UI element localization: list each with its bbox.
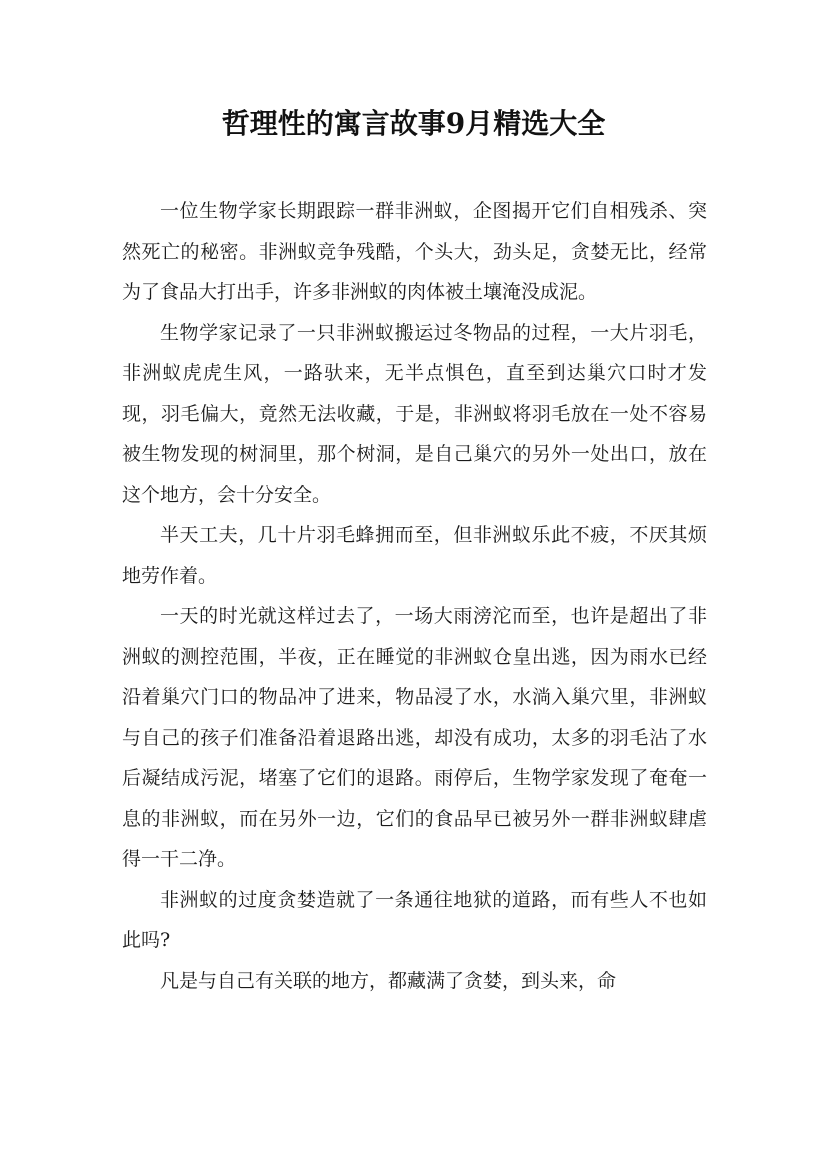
document-title: 哲理性的寓言故事9月精选大全 xyxy=(221,107,606,140)
paragraph: 非洲蚁的过度贪婪造就了一条通往地狱的道路，而有些人不也如此吗? xyxy=(122,888,707,951)
paragraph: 一天的时光就这样过去了，一场大雨滂沱而至，也许是超出了非洲蚁的测控范围，半夜，正在睡觉的非洲蚁仓皇出逃，因为雨水已经沿着巢穴门口的物品冲了进来，物品浸了水，水淌入巢穴里，非洲蚁与自己的孩子们准备沿着退路出逃，却没有成功，太多的羽毛沾了水后凝结成污泥，堵塞了它们的退路。雨停后，生物学家发现了奄奄一息的非洲蚁，而在另外一边，它们的食品早已被另外一群非洲蚁肆虐得一干二净。 xyxy=(122,605,707,870)
paragraph: 凡是与自己有关联的地方，都藏满了贪婪，到头来，命 xyxy=(160,969,617,992)
paragraph: 生物学家记录了一只非洲蚁搬运过冬物品的过程，一大片羽毛，非洲蚁虎虎生风，一路驮来，无半点惧色，直至到达巢穴口时才发现，羽毛偏大，竟然无法收藏，于是，非洲蚁将羽毛放在一处不容易被生物发现的树洞里，那个树洞，是自己巢穴的另外一处出口，放在这个地方，会十分安全。 xyxy=(122,321,707,506)
paragraph: 半天工夫，几十片羽毛蜂拥而至，但非洲蚁乐此不疲，不厌其烦地劳作着。 xyxy=(122,524,707,587)
document-body xyxy=(122,191,707,1001)
paragraph: 一位生物学家长期跟踪一群非洲蚁，企图揭开它们自相残杀、突然死亡的秘密。非洲蚁竞争残酷，个头大，劲头足，贪婪无比，经常为了食品大打出手，许多非洲蚁的肉体被土壤淹没成泥。 xyxy=(122,200,707,303)
